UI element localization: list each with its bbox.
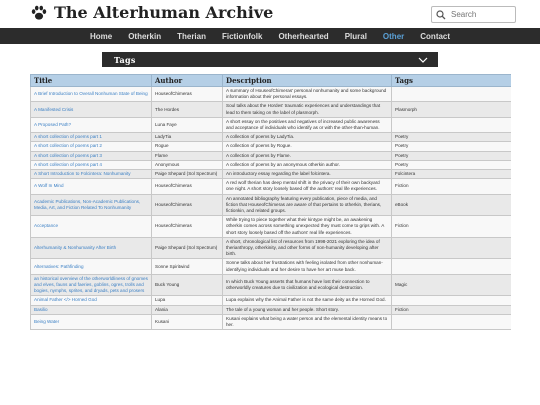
site-title[interactable]: The Alterhuman Archive	[54, 3, 274, 22]
title-link[interactable]: A Wolf In Mind	[34, 183, 64, 189]
archive-table-container	[30, 74, 511, 405]
tags-dropdown-label: Tags	[114, 54, 136, 65]
cell-title	[31, 87, 152, 102]
column-header-author[interactable]: Author	[152, 75, 223, 87]
table-row	[31, 314, 512, 329]
cell-title	[31, 237, 152, 259]
title-link[interactable]: A short collection of poems part 4	[34, 161, 102, 167]
nav-therian[interactable]: Therian	[177, 31, 206, 41]
cell-title	[31, 259, 152, 274]
cell-tags: Poetry	[392, 151, 512, 160]
search-input[interactable]	[451, 10, 513, 19]
table-row	[31, 117, 512, 132]
column-header-description[interactable]: Description	[223, 75, 392, 87]
nav-plural[interactable]: Plural	[344, 31, 367, 41]
cell-title	[31, 216, 152, 238]
title-link[interactable]: Being Water	[34, 318, 60, 324]
table-row	[31, 305, 512, 314]
table-row	[31, 160, 512, 169]
cell-title	[31, 274, 152, 296]
cell-tags	[392, 296, 512, 305]
table-row	[31, 259, 512, 274]
cell-author: LadyTia	[152, 133, 223, 142]
cell-tags	[392, 259, 512, 274]
chevron-down-icon	[418, 57, 428, 63]
cell-tags: Fiction	[392, 305, 512, 314]
title-link[interactable]: Alterhumanity & Nonhumanity After Birth	[34, 245, 117, 251]
cell-author: Lupa	[152, 296, 223, 305]
cell-title	[31, 142, 152, 151]
cell-tags: eBook	[392, 194, 512, 216]
cell-title	[31, 160, 152, 169]
table-row	[31, 194, 512, 216]
cell-author: HouseofChimeras	[152, 179, 223, 194]
cell-title	[31, 133, 152, 142]
cell-tags: Fiction	[392, 216, 512, 238]
nav-home[interactable]: Home	[89, 31, 113, 41]
title-link[interactable]: A short collection of poems part 1	[34, 134, 102, 140]
title-link[interactable]: Basilio	[34, 306, 48, 312]
table-row	[31, 179, 512, 194]
title-link[interactable]: A Manifested Crisis	[34, 106, 74, 112]
cell-tags: Poetry	[392, 142, 512, 151]
title-link[interactable]: A Proposed Path?	[34, 121, 72, 127]
cell-author: HouseofChimeras	[152, 216, 223, 238]
cell-tags: Plasmorph	[392, 102, 512, 117]
cell-tags: Poetry	[392, 133, 512, 142]
cell-author: Luna Faye	[152, 117, 223, 132]
nav-contact[interactable]: Contact	[420, 31, 451, 41]
cell-title	[31, 117, 152, 132]
tags-dropdown[interactable]	[102, 52, 438, 67]
table-row	[31, 133, 512, 142]
cell-description: Sonne talks about her frustrations with feeling isolated from other nonhuman-identifying individuals and her desire to have her art muse back.	[223, 259, 392, 274]
cell-title	[31, 296, 152, 305]
column-header-tags[interactable]: Tags	[392, 75, 512, 87]
cell-description: A summary of HouseofChimeras' personal nonhumanity and some background information about their personal essays.	[223, 87, 392, 102]
nav-other[interactable]: Other	[382, 31, 405, 41]
cell-title	[31, 151, 152, 160]
cell-description: While trying to piece together what their kintype might be, an awakening otherkin comes across something unexpected they must come to grips with. A short story loosely based off the authors' real life experiences.	[223, 216, 392, 238]
cell-title	[31, 305, 152, 314]
cell-author: Rogue	[152, 142, 223, 151]
cell-description: A short, chronological list of resources from 1998-2021 exploring the idea of therianthropy, otherkinity, and other forms of non-humanity developing after birth.	[223, 237, 392, 259]
cell-author: HouseofChimeras	[152, 194, 223, 216]
cell-description: The tale of a young woman and her people. Short story.	[223, 305, 392, 314]
cell-tags: Poetry	[392, 160, 512, 169]
cell-author: Flame	[152, 151, 223, 160]
cell-title	[31, 314, 152, 329]
cell-title	[31, 170, 152, 179]
title-link[interactable]: Animal Father </> Horned God	[34, 297, 97, 303]
table-row	[31, 216, 512, 238]
table-row	[31, 170, 512, 179]
cell-description: An introductory essay regarding the label folcintera.	[223, 170, 392, 179]
cell-title	[31, 179, 152, 194]
cell-author: Paige Shepard (Sol Spectrum)	[152, 237, 223, 259]
title-link[interactable]: an historical overview of the otherworldliness of gnomes and elves, fauns and faeries, goblins, ogres, trolls and bogies, nymphs, sprites, and dryads, pets and prosers	[34, 275, 148, 294]
title-link[interactable]: Alternatives: Pathfinding	[34, 263, 84, 269]
title-link[interactable]: Academic Publications, Non-Academic Publications, Media, Art, and Fiction Related To Nonhumanity	[34, 198, 141, 210]
paw-icon	[30, 4, 48, 22]
top-bar	[0, 0, 540, 28]
column-header-title[interactable]: Title	[31, 75, 152, 87]
table-row	[31, 237, 512, 259]
cell-description: A collection of poems by LadyTia.	[223, 133, 392, 142]
table-row	[31, 102, 512, 117]
cell-author: Anonymous	[152, 160, 223, 169]
cell-description: A collection of poems by an anonymous otherkin author.	[223, 160, 392, 169]
cell-description: A red wolf therian has deep mental shift in the privacy of their own backyard one night. A short story loosely based off the authors' real life experiences.	[223, 179, 392, 194]
cell-tags: Folcintera	[392, 170, 512, 179]
cell-author: Buck Young	[152, 274, 223, 296]
table-row	[31, 87, 512, 102]
title-link[interactable]: A Short Introduction to Folcintera: Nonhumanity	[34, 171, 131, 177]
cell-description: Lupa explains why the Animal Father is not the same deity as the Horned God.	[223, 296, 392, 305]
cell-title	[31, 194, 152, 216]
cell-description: In which Buck Young asserts that humans have lost their connection to otherworldly creatures due to civilization and ecological destruction.	[223, 274, 392, 296]
cell-description: A collection of poems by Flame.	[223, 151, 392, 160]
cell-description: A short essay on the positives and negatives of increased public awareness and acceptance of individuals who identify as or with the other-than-human.	[223, 117, 392, 132]
cell-title	[31, 102, 152, 117]
cell-author: HouseofChimeras	[152, 87, 223, 102]
title-link[interactable]: A Brief Introduction to Overall Nonhuman State of Being	[34, 91, 148, 97]
search-icon[interactable]	[436, 10, 446, 20]
cell-tags: Magic	[392, 274, 512, 296]
table-row	[31, 142, 512, 151]
nav-fictionfolk[interactable]: Fictionfolk	[222, 31, 263, 41]
cell-description: Soul talks about the Hordes' traumatic experiences and understandings that lead to them taking on the label of plasmorph.	[223, 102, 392, 117]
cell-tags	[392, 314, 512, 329]
cell-tags	[392, 237, 512, 259]
table-header-row	[31, 75, 512, 87]
nav-otherhearted[interactable]: Otherhearted	[278, 31, 329, 41]
nav-otherkin[interactable]: Otherkin	[128, 31, 162, 41]
archive-table	[30, 74, 511, 330]
cell-tags: Fiction	[392, 179, 512, 194]
table-row	[31, 296, 512, 305]
cell-description: Kusani explains what being a water person and the elemental identity means to her.	[223, 314, 392, 329]
cell-tags	[392, 117, 512, 132]
table-row	[31, 151, 512, 160]
cell-author: Alania	[152, 305, 223, 314]
cell-description: A collection of poems by Rogue.	[223, 142, 392, 151]
table-row	[31, 274, 512, 296]
cell-author: Kusani	[152, 314, 223, 329]
cell-author: Sonne Spiritwind	[152, 259, 223, 274]
cell-tags	[392, 87, 512, 102]
main-nav	[0, 28, 540, 44]
site-logo[interactable]	[30, 3, 273, 22]
table-body	[31, 87, 512, 330]
cell-description: An annotated bibliography featuring every publication, piece of media, and fiction that HouseofChimeras are aware of that pertains to otherkin, therians, fictionkin, and related groups.	[223, 194, 392, 216]
cell-author: Paige Shepard (Sol Spectrum)	[152, 170, 223, 179]
title-link[interactable]: Acceptance	[34, 223, 59, 229]
title-link[interactable]: A short collection of poems part 2	[34, 143, 102, 149]
cell-author: The Hordes	[152, 102, 223, 117]
search-box[interactable]	[431, 6, 516, 23]
title-link[interactable]: A short collection of poems part 3	[34, 152, 102, 158]
